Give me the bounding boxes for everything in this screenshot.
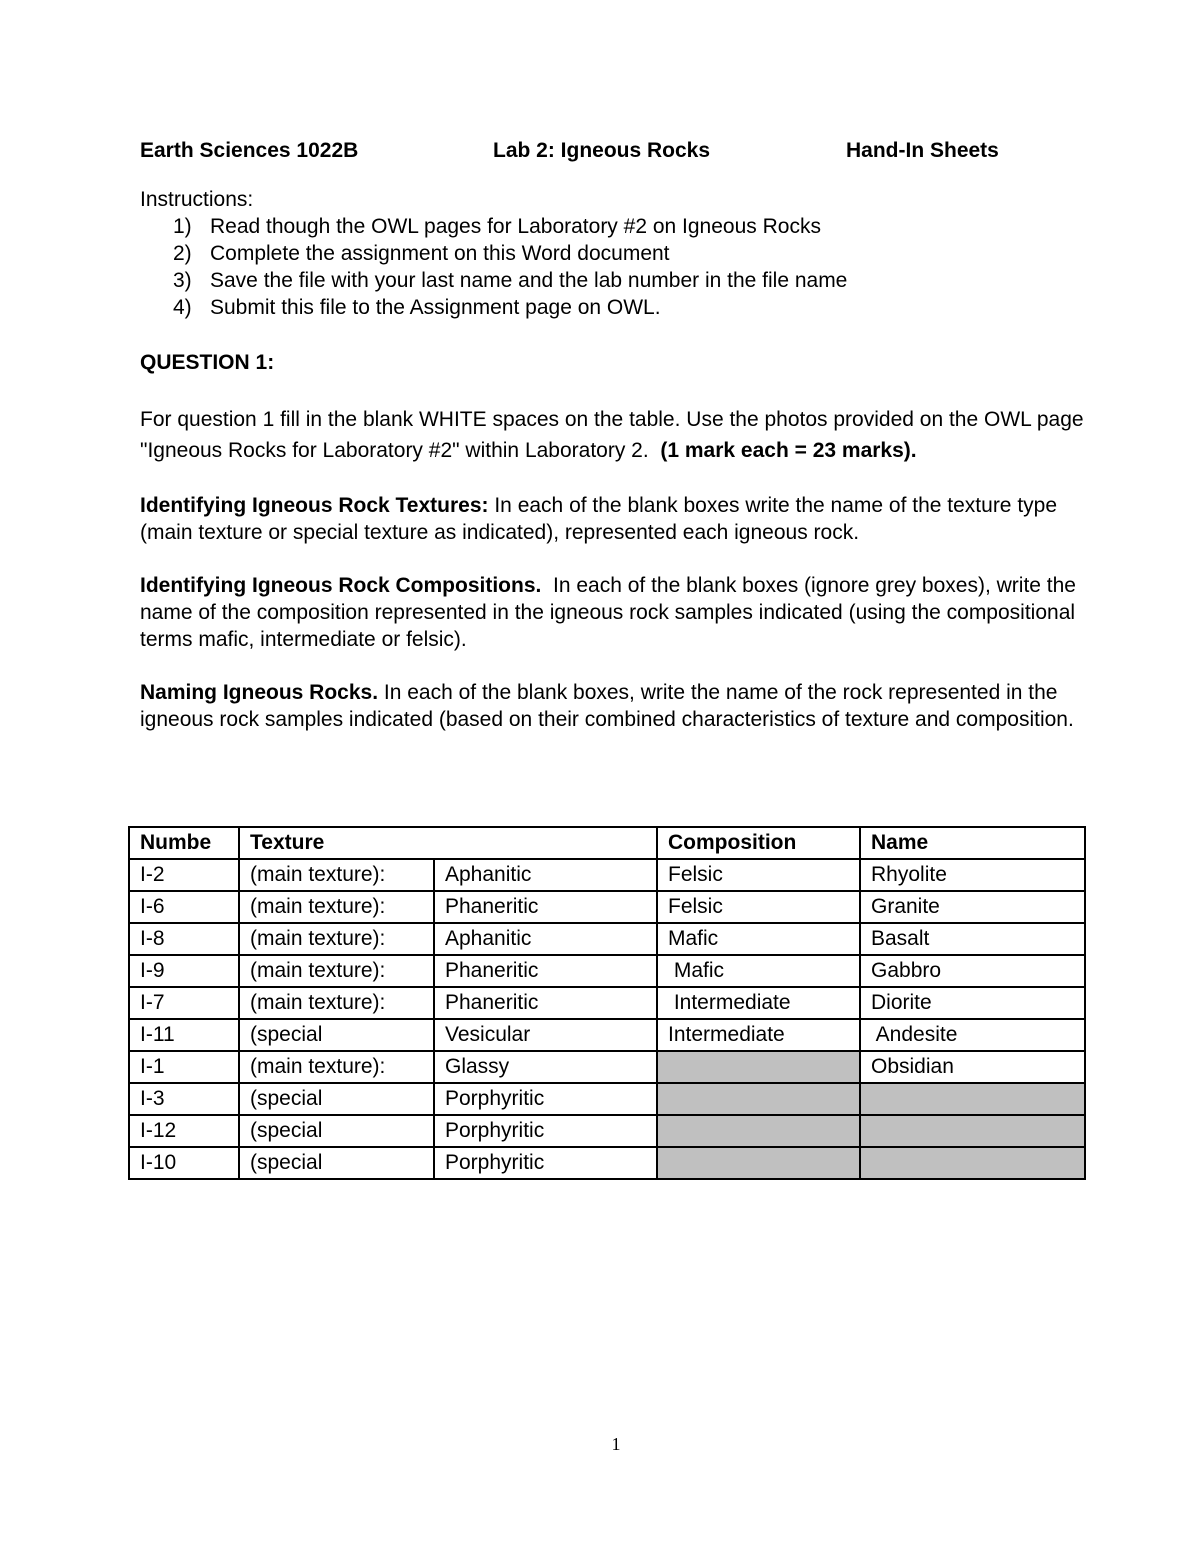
table-row	[129, 1019, 1085, 1051]
document-body	[140, 137, 1100, 733]
instructions-list	[140, 213, 1100, 321]
naming-text: In each of the blank boxes, write the name of the rock represented in the igneous rock samples indicated (based on their combined characteristics of texture and composition.	[140, 681, 1074, 731]
cell-texture[interactable]: Aphanitic	[434, 859, 657, 891]
compositions-section	[140, 572, 1100, 653]
hand-in-sheets-title: Hand-In Sheets	[846, 139, 999, 162]
cell-number: I-1	[129, 1051, 239, 1083]
cell-composition[interactable]: Mafic	[657, 955, 860, 987]
header-texture: Texture	[239, 827, 657, 859]
table-row	[129, 1051, 1085, 1083]
cell-texture-type: (special	[239, 1147, 434, 1179]
cell-name[interactable]: Basalt	[860, 923, 1085, 955]
table-row	[129, 859, 1085, 891]
cell-number: I-8	[129, 923, 239, 955]
table-row	[129, 1147, 1085, 1179]
cell-composition-grey	[657, 1147, 860, 1179]
cell-composition[interactable]: Intermediate	[657, 987, 860, 1019]
rock-table	[128, 826, 1086, 1180]
naming-section	[140, 679, 1100, 733]
instruction-item	[140, 240, 1100, 267]
cell-texture[interactable]: Porphyritic	[434, 1147, 657, 1179]
instruction-item	[140, 267, 1100, 294]
cell-texture-type: (main texture):	[239, 987, 434, 1019]
cell-number: I-2	[129, 859, 239, 891]
header-name: Name	[860, 827, 1085, 859]
cell-texture[interactable]: Glassy	[434, 1051, 657, 1083]
cell-texture[interactable]: Porphyritic	[434, 1115, 657, 1147]
cell-number: I-6	[129, 891, 239, 923]
cell-composition[interactable]: Felsic	[657, 891, 860, 923]
instruction-number: 1)	[173, 215, 192, 238]
cell-texture-type: (main texture):	[239, 923, 434, 955]
cell-texture-type: (special	[239, 1019, 434, 1051]
instruction-text: Read though the OWL pages for Laboratory #2 on Igneous Rocks	[210, 215, 821, 238]
instruction-text: Submit this file to the Assignment page on OWL.	[210, 296, 661, 319]
cell-composition[interactable]: Mafic	[657, 923, 860, 955]
cell-composition[interactable]: Felsic	[657, 859, 860, 891]
question-1-title: QUESTION 1:	[140, 351, 275, 374]
cell-number: I-7	[129, 987, 239, 1019]
cell-composition-grey	[657, 1115, 860, 1147]
cell-texture[interactable]: Vesicular	[434, 1019, 657, 1051]
cell-texture[interactable]: Aphanitic	[434, 923, 657, 955]
table-row	[129, 955, 1085, 987]
instruction-number: 3)	[173, 269, 192, 292]
instruction-number: 2)	[173, 242, 192, 265]
cell-composition[interactable]: Intermediate	[657, 1019, 860, 1051]
header-number: Numbe	[129, 827, 239, 859]
instruction-text: Save the file with your last name and the lab number in the file name	[210, 269, 848, 292]
cell-texture-type: (main texture):	[239, 1051, 434, 1083]
instruction-item	[140, 213, 1100, 240]
cell-texture-type: (main texture):	[239, 955, 434, 987]
cell-name[interactable]: Diorite	[860, 987, 1085, 1019]
course-title: Earth Sciences 1022B	[140, 139, 359, 162]
cell-texture[interactable]: Phaneritic	[434, 987, 657, 1019]
lab-title: Lab 2: Igneous Rocks	[493, 139, 711, 162]
cell-name[interactable]: Andesite	[860, 1019, 1085, 1051]
cell-name[interactable]: Gabbro	[860, 955, 1085, 987]
cell-number: I-12	[129, 1115, 239, 1147]
question-1-intro	[140, 404, 1100, 466]
textures-text: In each of the blank boxes write the name of the texture type (main texture or special texture as indicated), represented each igneous rock.	[140, 494, 1058, 544]
cell-name[interactable]: Obsidian	[860, 1051, 1085, 1083]
header-composition: Composition	[657, 827, 860, 859]
naming-label: Naming Igneous Rocks.	[140, 681, 379, 704]
instruction-item	[140, 294, 1100, 321]
compositions-label: Identifying Igneous Rock Compositions.	[140, 574, 542, 597]
cell-texture-type: (special	[239, 1115, 434, 1147]
cell-texture[interactable]: Phaneritic	[434, 891, 657, 923]
cell-texture-type: (special	[239, 1083, 434, 1115]
instructions-title: Instructions:	[140, 188, 254, 211]
document-header	[140, 137, 1100, 167]
table-header-row	[129, 827, 1085, 859]
question-1-intro-text: For question 1 fill in the blank WHITE spaces on the table. Use the photos provided on the OWL page "Igneous Rocks for Laboratory #2" within Laboratory 2.	[140, 408, 1084, 462]
cell-name-grey	[860, 1115, 1085, 1147]
textures-label: Identifying Igneous Rock Textures:	[140, 494, 489, 517]
cell-name-grey	[860, 1083, 1085, 1115]
cell-texture-type: (main texture):	[239, 891, 434, 923]
instruction-text: Complete the assignment on this Word document	[210, 242, 670, 265]
cell-name[interactable]: Granite	[860, 891, 1085, 923]
table-row	[129, 891, 1085, 923]
cell-composition-grey	[657, 1051, 860, 1083]
cell-texture[interactable]: Phaneritic	[434, 955, 657, 987]
cell-number: I-3	[129, 1083, 239, 1115]
question-1-marks: (1 mark each = 23 marks).	[660, 439, 917, 462]
textures-section	[140, 492, 1100, 546]
instruction-number: 4)	[173, 296, 192, 319]
table-row	[129, 923, 1085, 955]
cell-name-grey	[860, 1147, 1085, 1179]
cell-texture[interactable]: Porphyritic	[434, 1083, 657, 1115]
compositions-text: In each of the blank boxes (ignore grey boxes), write the name of the composition represented in the igneous rock samples indicated (using the compositional terms mafic, intermediate or felsic).	[140, 574, 1076, 651]
table-row	[129, 987, 1085, 1019]
cell-number: I-9	[129, 955, 239, 987]
table-row	[129, 1083, 1085, 1115]
page-number: 1	[611, 1434, 621, 1454]
cell-number: I-10	[129, 1147, 239, 1179]
cell-texture-type: (main texture):	[239, 859, 434, 891]
table-row	[129, 1115, 1085, 1147]
cell-number: I-11	[129, 1019, 239, 1051]
cell-composition-grey	[657, 1083, 860, 1115]
cell-name[interactable]: Rhyolite	[860, 859, 1085, 891]
